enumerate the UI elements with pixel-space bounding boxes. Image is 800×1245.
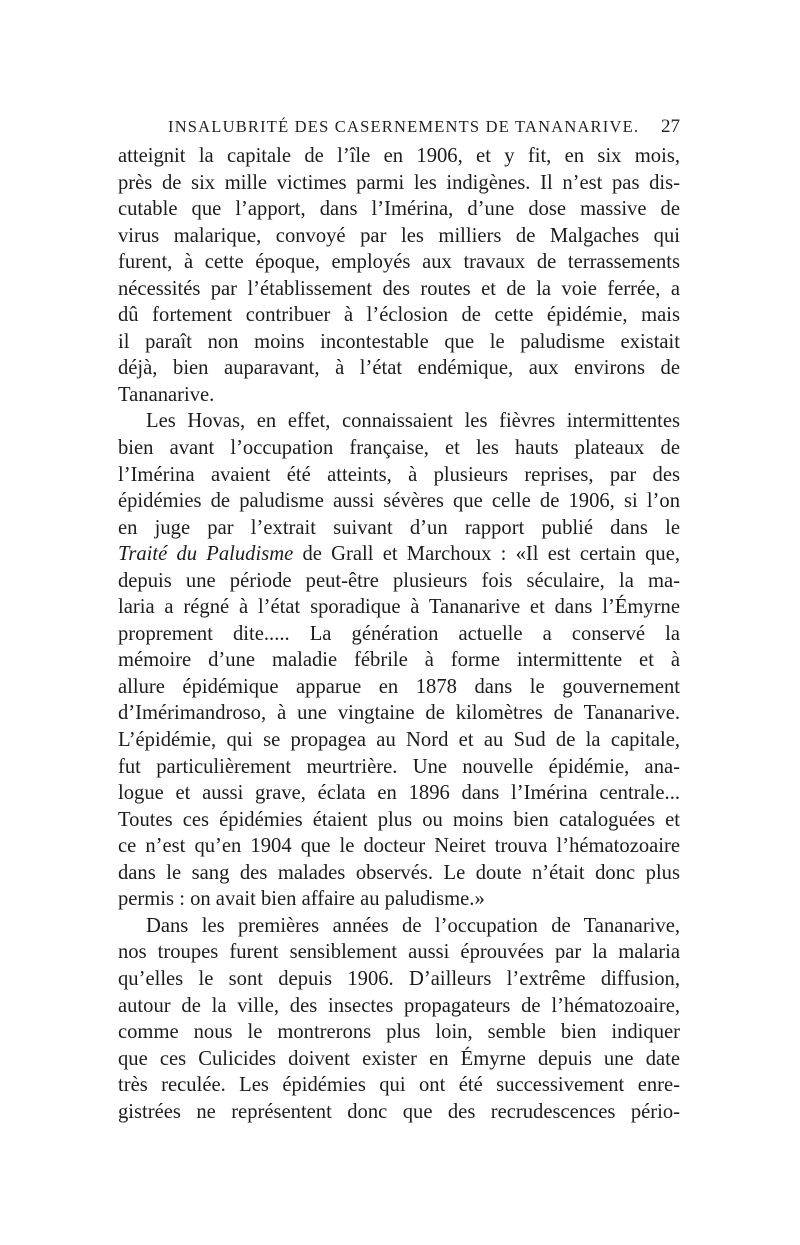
text-line	[118, 541, 680, 568]
text-line: près de six mille victimes parmi les indigènes. Il n’est pas dis-	[118, 171, 680, 194]
page-number: 27	[661, 116, 680, 137]
text-line: logue et aussi grave, éclata en 1896 dans l’Imérina centrale...	[118, 782, 680, 805]
text-line: cutable que l’apport, dans l’Imérina, d’une dose massive de	[118, 198, 680, 221]
text-line: déjà, bien auparavant, à l’état endémique, aux environs de	[118, 357, 680, 380]
text-line: dû fortement contribuer à l’éclosion de cette épidémie, mais	[118, 304, 680, 327]
text-line: proprement dite..... La génération actuelle a conservé la	[118, 622, 680, 645]
text-line: qu’elles le sont depuis 1906. D’ailleurs l’extrême diffusion,	[118, 967, 680, 990]
body-text	[118, 143, 680, 1125]
text-line: laria a régné à l’état sporadique à Tananarive et dans l’Émyrne	[118, 596, 680, 619]
text-line: Tananarive.	[118, 383, 215, 406]
text-line: que ces Culicides doivent exister en Émyrne depuis une date	[118, 1047, 680, 1070]
text-line: Les Hovas, en effet, connaissaient les fièvres intermittentes	[146, 410, 680, 433]
text-line: bien avant l’occupation française, et les hauts plateaux de	[118, 437, 680, 460]
text-line: atteignit la capitale de l’île en 1906, et y fit, en six mois,	[118, 145, 680, 167]
text-line: furent, à cette époque, employés aux travaux de terrassements	[118, 251, 680, 274]
text-line: depuis une période peut-être plusieurs fois séculaire, la ma-	[118, 569, 680, 592]
text-line: d’Imérimandroso, à une vingtaine de kilomètres de Tananarive.	[118, 702, 680, 725]
text-line: Toutes ces épidémies étaient plus ou moins bien cataloguées et	[118, 808, 680, 831]
book-title-italic: Traité du Paludisme	[118, 543, 294, 566]
text-line: en juge par l’extrait suivant d’un rapport publié dans le	[118, 516, 680, 539]
running-head-title: INSALUBRITÉ DES CASERNEMENTS DE TANANARIVE.	[168, 117, 640, 136]
text-line: autour de la ville, des insectes propagateurs de l’hématozoaire,	[118, 994, 680, 1017]
text-line: permis : on avait bien affaire au paludisme.»	[118, 888, 485, 911]
text-line: très reculée. Les épidémies qui ont été successivement enre-	[118, 1074, 680, 1097]
text-line: L’épidémie, qui se propagea au Nord et au Sud de la capitale,	[118, 729, 680, 752]
text-line: nos troupes furent sensiblement aussi éprouvées par la malaria	[118, 941, 680, 964]
text-line-rest: de Grall et Marchoux : «Il est certain que,	[293, 543, 680, 566]
text-line: gistrées ne représentent donc que des recrudescences pério-	[118, 1100, 680, 1123]
text-line: virus malarique, convoyé par les milliers de Malgaches qui	[118, 224, 680, 247]
text-line: mémoire d’une maladie fébrile à forme intermittente et à	[118, 649, 680, 672]
text-line: l’Imérina avaient été atteints, à plusieurs reprises, par des	[118, 463, 680, 486]
text-line: dans le sang des malades observés. Le doute n’était donc plus	[118, 861, 680, 884]
text-line: il paraît non moins incontestable que le paludisme existait	[118, 330, 680, 353]
text-line: ce n’est qu’en 1904 que le docteur Neiret trouva l’hématozoaire	[118, 835, 680, 858]
text-line: fut particulièrement meurtrière. Une nouvelle épidémie, ana-	[118, 755, 680, 778]
running-head	[168, 117, 680, 143]
text-line: épidémies de paludisme aussi sévères que celle de 1906, si l’on	[118, 490, 680, 513]
text-line: allure épidémique apparue en 1878 dans le gouvernement	[118, 675, 680, 698]
text-line: comme nous le montrerons plus loin, semble bien indiquer	[118, 1021, 680, 1044]
text-line: Dans les premières années de l’occupation de Tananarive,	[146, 914, 680, 937]
text-line: nécessités par l’établissement des routes et de la voie ferrée, a	[118, 277, 680, 300]
